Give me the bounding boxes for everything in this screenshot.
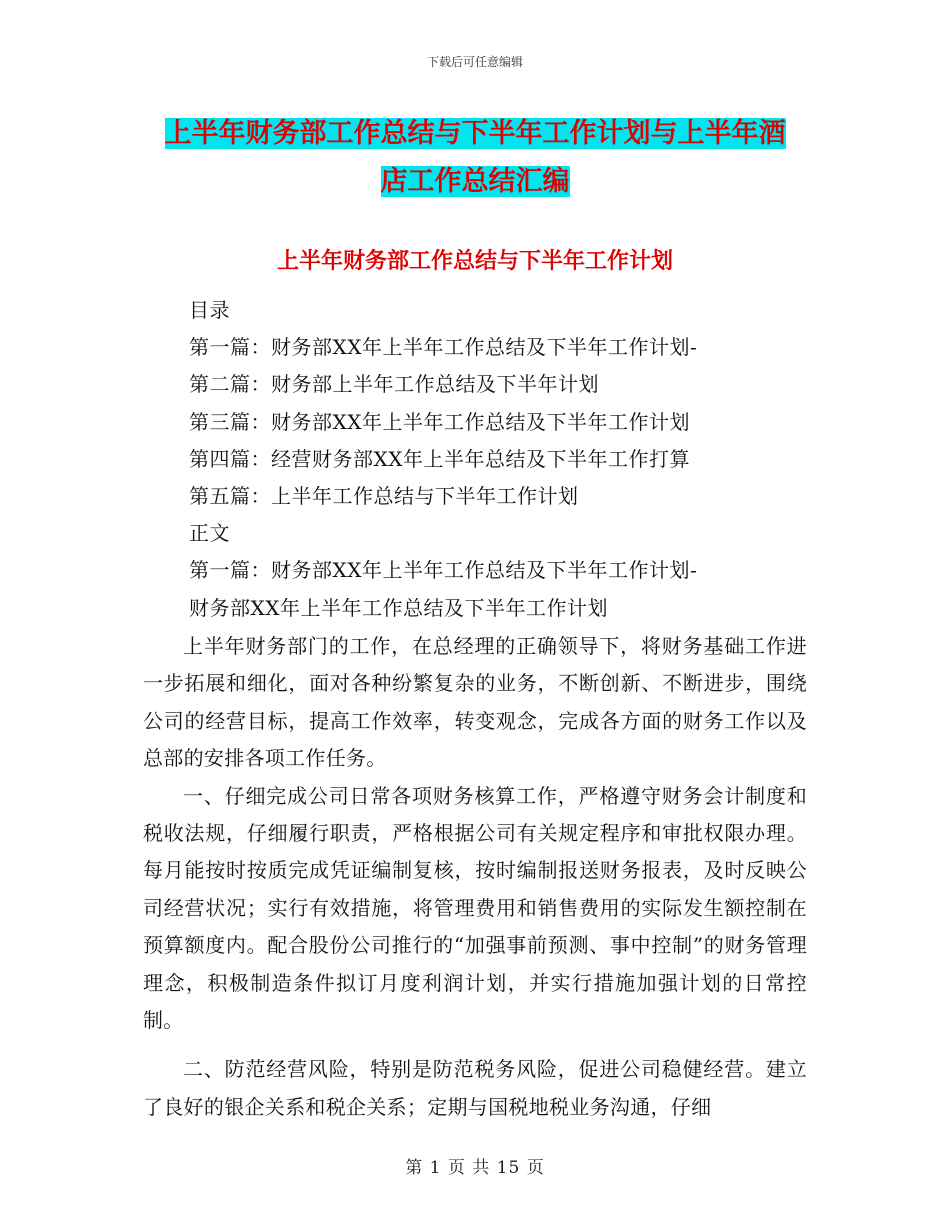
title-line-1: 上半年财务部工作总结与下半年工作计划与上半年酒 [164,118,786,149]
toc-item: 第四篇：经营财务部XX年上半年总结及下半年工作打算 [189,446,690,471]
toc-item: 第三篇：财务部XX年上半年工作总结及下半年工作计划 [189,409,690,434]
body-text [143,628,807,1126]
toc-item: 第二篇：财务部上半年工作总结及下半年计划 [189,372,599,397]
body-heading: 正文 [189,521,230,546]
toc-heading: 目录 [189,298,230,322]
toc-item: 第一篇：财务部XX年上半年工作总结及下半年工作计划- [189,335,698,360]
section-title: 上半年财务部工作总结与下半年工作计划 [276,248,673,274]
chapter-heading: 第一篇：财务部XX年上半年工作总结及下半年工作计划- [189,558,698,583]
paragraph: 二、防范经营风险，特别是防范税务风险，促进公司稳健经营。建立了良好的银企关系和税企关系；定期与国税地税业务沟通，仔细 [143,1057,807,1119]
document-title [140,110,810,206]
table-of-contents [189,292,829,627]
page-footer: 第 1 页 共 15 页 [405,1158,545,1178]
chapter-subheading: 财务部XX年上半年工作总结及下半年工作计划 [189,595,608,620]
header-note: 下载后可任意编辑 [426,55,523,69]
title-line-2: 店工作总结汇编 [380,166,570,197]
paragraph: 上半年财务部门的工作，在总经理的正确领导下，将财务基础工作进一步拓展和细化，面对各种纷繁复杂的业务，不断创新、不断进步，围绕公司的经营目标，提高工作效率，转变观念，完成各方面的财务工作以及总部的安排各项工作任务。 [143,634,807,771]
toc-item: 第五篇：上半年工作总结与下半年工作计划 [189,484,579,509]
paragraph: 一、仔细完成公司日常各项财务核算工作，严格遵守财务会计制度和税收法规，仔细履行职责，严格根据公司有关规定程序和审批权限办理。每月能按时按质完成凭证编制复核，按时编制报送财务报表，及时反映公司经营状况；实行有效措施，将管理费用和销售费用的实际发生额控制在预算额度内。配合股份公司推行的“加强事前预测、事中控制”的财务管理理念，积极制造条件拟订月度利润计划，并实行措施加强计划的日常控制。 [143,783,807,1033]
